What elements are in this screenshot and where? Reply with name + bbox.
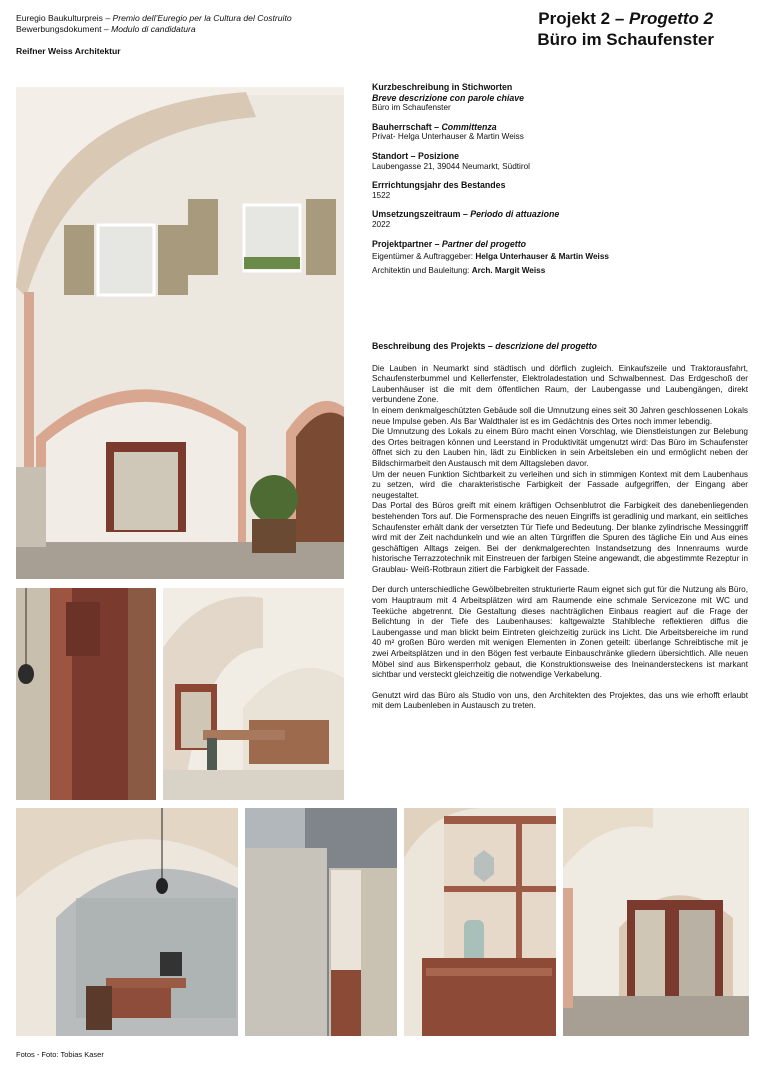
facade-photo: [16, 87, 344, 579]
info-year: Errrichtungsjahr des Bestandes 1522: [372, 180, 506, 200]
info-client: Bauherrschaft – Committenza Privat- Helga Unterhauser & Martin Weiss: [372, 121, 524, 142]
description-paragraph: Das Portal des Büros greift mit einem kräftigen Ochsenblutrot die Farbigkeit des danebenliegenden bestehenden Tors auf. Die Formensprache des neuen Eingriffs ist geradlinig und markant, ein seitliches Schaufenster erhält dank der versetzten Tür Tiefe und Bedeutung. Der blanke zylindrische Messinggriff wird mit der Zeit nachdunkeln und wie an alten Türgriffen die Spuren des tägliche Ein und Aus eines geschäftigen Alltags zeigen. Bei der denkmalgerechten Instandsetzung des Innenraums wurde historische Terrazzotechnik mit Einstreuen der farbigen Steine angewandt, die abgestimmte Rezeptur in Graublau- Weiß-Rotbraun zitiert die Farbigkeit der Fassade.: [372, 501, 748, 574]
project-number: Projekt 2 – Progetto 2: [538, 9, 714, 28]
project-heading: [537, 8, 714, 50]
description-paragraph: Genutzt wird das Büro als Studio von uns, den Architekten des Projektes, das uns wie erhofft erlaubt mit dem Laubenleben in Austausch zu treten.: [372, 690, 748, 711]
info-partner: Projektpartner – Partner del progetto Eigentümer & Auftraggeber: Helga Unterhauser & Martin Weiss Architektin und Bauleitung: Arch. Margit Weiss: [372, 238, 609, 275]
info-short: Kurzbeschreibung in Stichworten Breve descrizione con parole chiave Büro im Schaufenster: [372, 82, 525, 113]
description-paragraph: Der durch unterschiedliche Gewölbebreiten strukturierte Raum eignet sich gut für die Nutzung als Büro, vom Hauptraum mit 4 Arbeitsplätzen wird am Raumende eine schmale Servicezone mit WC und Teeküche abgetrennt. Die Gestaltung dieses nachträglichen Einbaus reagiert auf die Frage der Belichtung in der Tiefe des Laubenhauses: kaltgewalzte Stahlbleche reflektieren diffus die Laubengasse und man blickt beim Eintreten gleichzeitig zurück ins Licht. Die Arbeitsbereiche im rund 40 m² großen Büro werden mit wenigen Elementen in Zonen geteilt: überlange Schreibtische mit je zwei Arbeitsplätzen und in den Bögen fest verbaute Einbauschränke gliedern übersichtlich. Alle neuen Möbel sind aus Birkensperrholz gebaut, die Konstruktionsweise des Ineinandersteckens ist markant sichtbar und versteckt gleichzeitig die notwendige Verkabelung.: [372, 585, 748, 680]
office-name: Reifner Weiss Architektur: [16, 46, 121, 56]
info-period: Umsetzungszeitraum – Periodo di attuazione 2022: [372, 209, 560, 229]
steel-wall-photo: [16, 808, 238, 1036]
description-paragraph: Die Umnutzung des Lokals zu einem Büro macht einen Vorschlag, wie Dienstleistungen zur Belebung des Ortes beitragen können und Leerstand in Produktivität umgenutzt wird: Das Büro im Schaufenster öffnet sich zu den Lauben hin, lädt zu Einblicken in sein Arbeitsleben ein und ermöglicht neben der Bildschirmarbeit den Austausch mit dem Alltagsleben davor.: [372, 427, 748, 468]
entry-sign-photo: [16, 588, 156, 800]
shelf-photo: [404, 808, 556, 1036]
header-left: [16, 13, 292, 35]
info-location: Standort – Posizione Laubengasse 21, 39044 Neumarkt, Südtirol: [372, 150, 530, 171]
description-paragraph: Die Lauben in Neumarkt sind städtisch und dörflich zugleich. Einkaufszeile und Traktorausfahrt, Schaufensterbummel und Kellerfenster, Elektroladestation und Schwalbennest. Das Erdgeschoß der Laubenhäuser ist die mit dem öffentlichen Raum, der Laubengasse und Laubengängen, direkt verbundene Zone.: [372, 363, 748, 405]
panel-door-photo: [245, 808, 397, 1036]
project-info: [372, 82, 748, 284]
description-title: Beschreibung des Projekts – descrizione del progetto: [372, 341, 597, 351]
prize-line: Euregio Baukulturpreis – Premio dell’Euregio per la Cultura del Costruito: [16, 13, 292, 23]
project-description: [372, 341, 748, 712]
portal-photo: [563, 808, 749, 1036]
photo-credit: Fotos - Foto: Tobias Kaser: [16, 1050, 104, 1059]
document-line: Bewerbungsdokument – Modulo di candidatura: [16, 24, 196, 34]
interior-vault-photo: [163, 588, 344, 800]
description-paragraph: Um der neuen Funktion Sichtbarkeit zu verleihen und sich in stimmigen Kontext mit dem Laubenhaus zu setzen, wird die charakteristische Farbigkeit der Fassade aufgegriffen, der Eingang aber neugestaltet.: [372, 469, 748, 500]
project-name: Büro im Schaufenster: [537, 30, 714, 49]
description-paragraph: In einem denkmalgeschützten Gebäude soll die Umnutzung eines seit 30 Jahren geschlossenen Lokals neue Impulse geben. Als Bar Waldthaler ist es im Gedächtnis des Ortes noch immer lebendig.: [372, 405, 748, 426]
